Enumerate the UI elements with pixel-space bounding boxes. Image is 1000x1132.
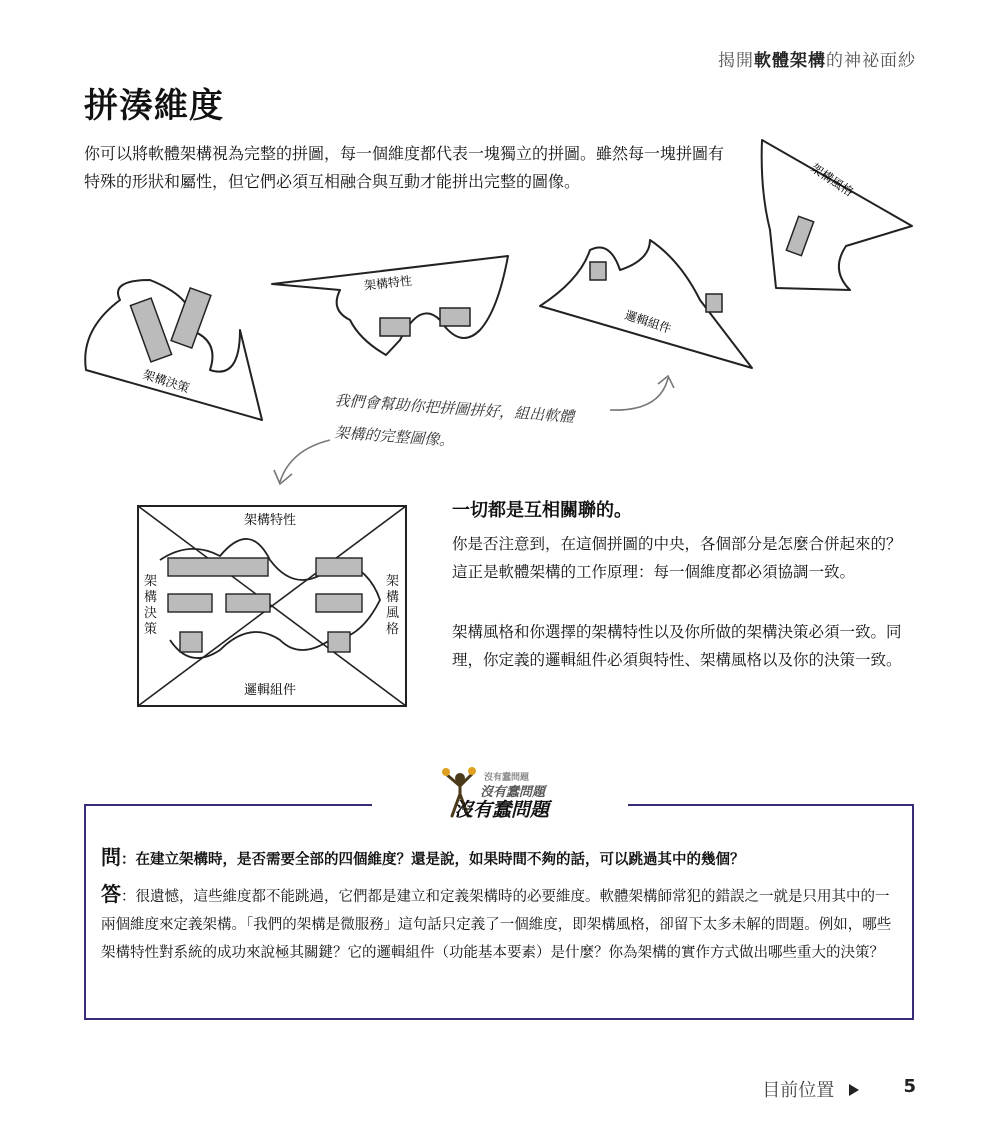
intro-paragraph: 你可以將軟體架構視為完整的拼圖，每一個維度都代表一塊獨立的拼圖。雖然每一塊拼圖有特殊的形狀和屬性，但它們必須互相融合與互動才能拼出完整的圖像。 bbox=[84, 144, 725, 191]
logo-big: 沒有蠢問題 bbox=[454, 799, 550, 821]
side-heading: 一切都是互相關聯的。 bbox=[452, 500, 632, 521]
characteristics-label: 架構特性 bbox=[363, 273, 413, 293]
characteristics-piece bbox=[272, 256, 508, 355]
side-paragraph-1: 你是否注意到，在這個拼圖的中央，各個部分是怎麼合併起來的？這正是軟體架構的工作原理：每一個維度都必須協調一致。 bbox=[452, 535, 902, 581]
decisions-label: 架構決策 bbox=[141, 367, 192, 396]
assembled-left-label: 架構決策 bbox=[144, 574, 158, 637]
footer-nav[interactable] bbox=[762, 1076, 860, 1102]
note-arrow-left bbox=[280, 440, 330, 482]
style-piece bbox=[762, 140, 912, 290]
assembled-top-label: 架構特性 bbox=[244, 513, 297, 528]
running-title-pre: 揭開 bbox=[718, 51, 754, 71]
question-text: 在建立架構時，是否需要全部的四個維度？還是說，如果時間不夠的話，可以跳過其中的幾個？ bbox=[135, 852, 745, 868]
play-arrow-icon bbox=[848, 1083, 860, 1097]
answer-mark: 答 bbox=[101, 882, 121, 906]
side-paragraph-2: 架構風格和你選擇的架構特性以及你所做的架構決策必須一致。同理，你定義的邏輯組件必須與特性、架構風格以及你的決策一致。 bbox=[452, 623, 902, 669]
page-number: 5 bbox=[903, 1076, 916, 1097]
assembled-bottom-label: 邏輯組件 bbox=[244, 683, 297, 698]
qa-answer: 答：很遺憾，這些維度都不能跳過，它們都是建立和定義架構時的必要維度。軟體架構師常犯的錯誤之一就是只用其中的一兩個維度來定義架構。「我們的架構是微服務」這句話只定義了一個維度，即架構風格，卻留下太多未解的問題。例如，哪些架構特性對系統的成功來說極其關鍵？它的邏輯組件（功能基本要素）是什麼？你為架構的實作方式做出哪些重大的決策？ bbox=[101, 882, 892, 961]
footer-nav-label: 目前位置 bbox=[762, 1080, 835, 1101]
logo-small: 沒有蠢問題 bbox=[484, 773, 530, 783]
running-title-em: 軟體架構 bbox=[754, 51, 826, 71]
note-line-1: 我們會幫助你把拼圖拼好，組出軟體 bbox=[334, 391, 575, 426]
answer-text: 很遺憾，這些維度都不能跳過，它們都是建立和定義架構時的必要維度。軟體架構師常犯的錯誤之一就是只用其中的一兩個維度來定義架構。「我們的架構是微服務」這句話只定義了一個維度，即架構風格，卻留下太多未解的問題。例如，哪些架構特性對系統的成功來說極其關鍵？它的邏輯組件（功能基本要素）是什麼？你為架構的實作方式做出哪些重大的決策？ bbox=[101, 889, 892, 961]
style-label: 架構風格 bbox=[808, 160, 856, 200]
assembled-right-label: 架構風格 bbox=[386, 574, 400, 637]
decisions-piece bbox=[85, 280, 262, 420]
components-label: 邏輯組件 bbox=[623, 307, 674, 337]
logo-mid: 沒有蠢問題 bbox=[480, 785, 546, 800]
running-title-post: 的神祕面紗 bbox=[826, 51, 916, 71]
no-dumb-questions-logo bbox=[432, 764, 582, 824]
section-title: 拼湊維度 bbox=[84, 86, 224, 126]
qa-question: 問：在建立架構時，是否需要全部的四個維度？還是說，如果時間不夠的話，可以跳過其中的幾個？ bbox=[101, 845, 745, 869]
note-line-2: 架構的完整圖像。 bbox=[333, 423, 455, 450]
question-mark: 問 bbox=[101, 845, 121, 869]
